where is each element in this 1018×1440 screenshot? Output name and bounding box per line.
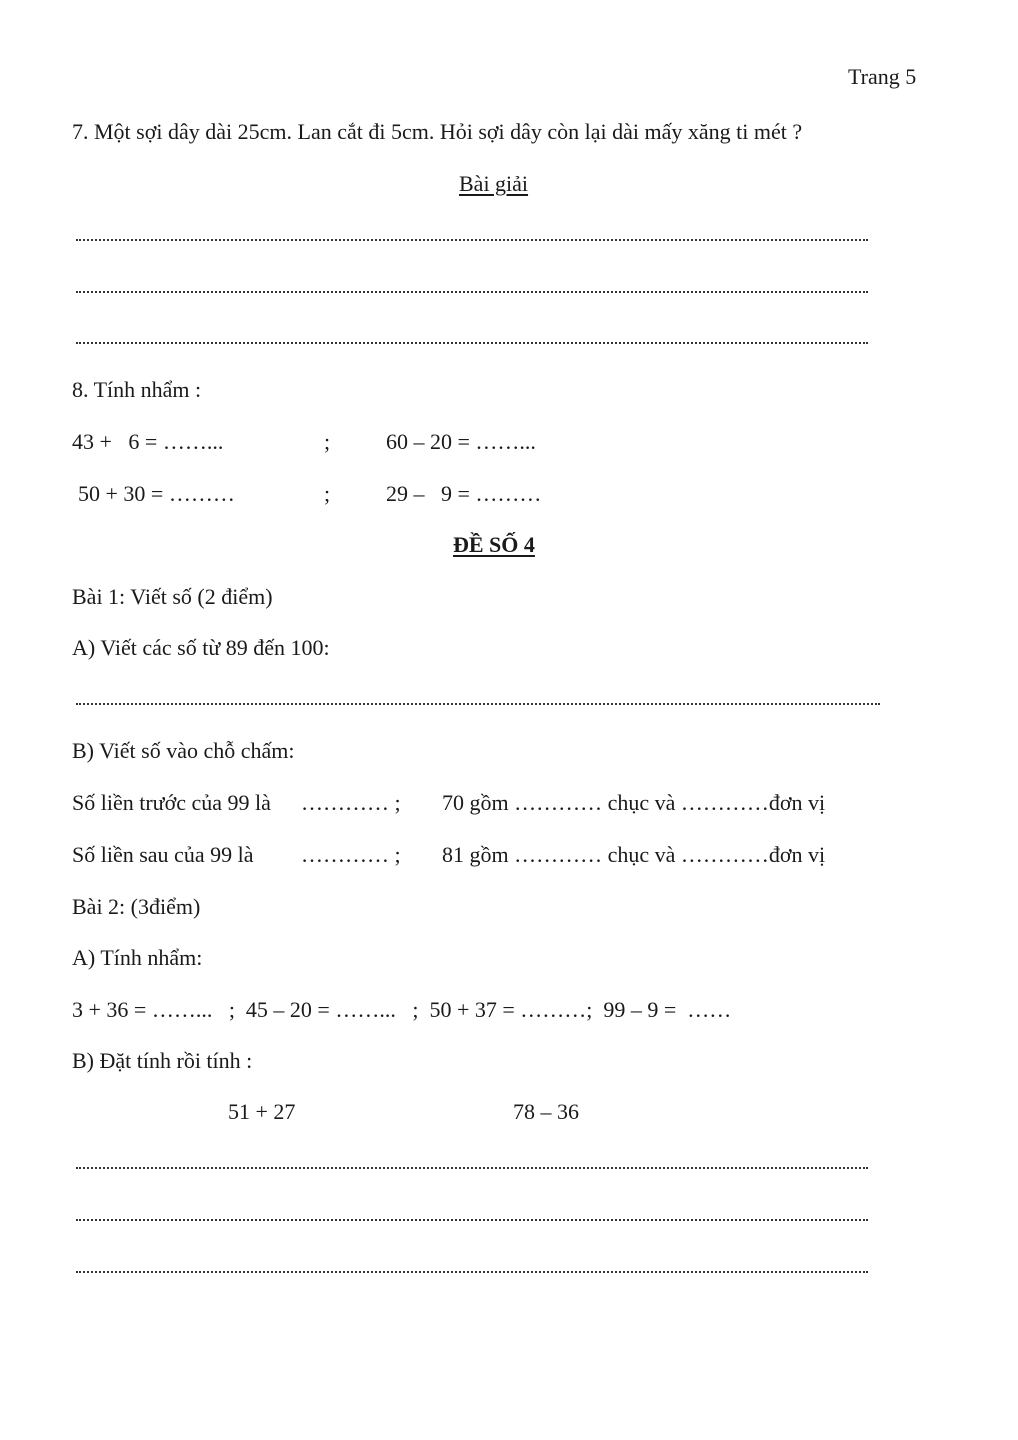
answer-line: [76, 239, 868, 241]
bai1-title: Bài 1: Viết số (2 điểm): [72, 584, 273, 609]
page-label: Trang 5: [848, 64, 917, 89]
bai2-part-a: A) Tính nhẩm:: [72, 945, 203, 970]
fill-line1-right: 70 gồm ………… chục và …………đơn vị: [442, 790, 826, 815]
exam-title: ĐỀ SỐ 4: [453, 532, 535, 557]
answer-line: [76, 703, 880, 705]
fill-line2-right: 81 gồm ………… chục và …………đơn vị: [442, 842, 826, 867]
calc-row2-right: 29 – 9 = ………: [386, 481, 542, 506]
bai1-part-b: B) Viết số vào chỗ chấm:: [72, 738, 295, 763]
answer-line: [76, 1167, 868, 1169]
fill-line1-blank: ………… ;: [301, 790, 401, 815]
question-7: 7. Một sợi dây dài 25cm. Lan cắt đi 5cm. Hỏi sợi dây còn lại dài mấy xăng ti mét ?: [72, 119, 803, 144]
calc-row2-left: 50 + 30 = ………: [78, 481, 235, 506]
calc-row1-right: 60 – 20 = ……...: [386, 429, 536, 454]
expr-1: 51 + 27: [228, 1099, 296, 1124]
fill-line1-left: Số liền trước của 99 là: [72, 790, 271, 815]
answer-line: [76, 1271, 868, 1273]
calc-row1-sep: ;: [324, 429, 331, 454]
question-8-title: 8. Tính nhẩm :: [72, 377, 202, 402]
expr-2: 78 – 36: [513, 1099, 579, 1124]
bai2-part-b: B) Đặt tính rồi tính :: [72, 1048, 253, 1073]
answer-line: [76, 342, 868, 344]
answer-line: [76, 291, 868, 293]
answer-line: [76, 1219, 868, 1221]
solution-heading: Bài giải: [459, 171, 529, 196]
calc-row1-left: 43 + 6 = ……...: [72, 429, 224, 454]
calc-row2-sep: ;: [324, 481, 331, 506]
bai1-part-a: A) Viết các số từ 89 đến 100:: [72, 635, 330, 660]
fill-line2-left: Số liền sau của 99 là: [72, 842, 254, 867]
bai2-title: Bài 2: (3điểm): [72, 894, 201, 919]
bai2-calc-row: 3 + 36 = ……... ; 45 – 20 = ……... ; 50 + 37 = ………; 99 – 9 = ……: [72, 997, 732, 1022]
fill-line2-blank: ………… ;: [301, 842, 401, 867]
